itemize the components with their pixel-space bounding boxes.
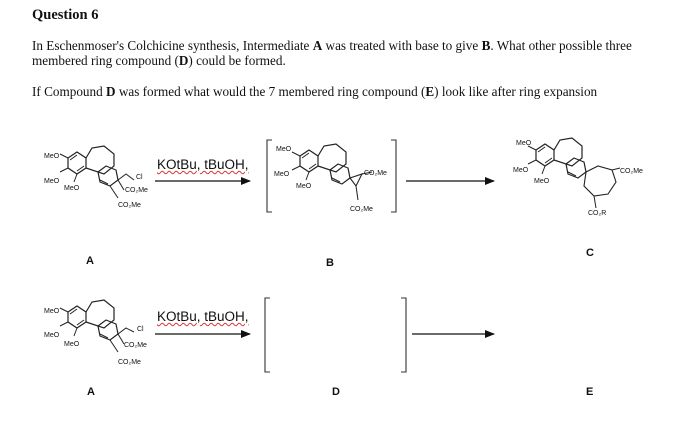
bracket-d-left: [265, 298, 270, 372]
reagent-bottom-text: KOtBu, tBuOH,: [157, 309, 249, 324]
a-top-meo-2: MeO: [44, 178, 60, 185]
c-meo-2: MeO: [513, 167, 529, 174]
para1-bold-a: A: [312, 38, 323, 53]
para2-text-a: If Compound: [32, 84, 106, 99]
c-co2r: CO₂R: [588, 210, 607, 217]
c-meo-1: MeO: [516, 140, 532, 147]
label-compound-e: E: [586, 386, 594, 398]
a-bottom-meo-2: MeO: [44, 332, 60, 339]
para1-bold-b: B: [481, 38, 491, 53]
a-top-meo-1: MeO: [44, 153, 60, 160]
b-meo-1: MeO: [276, 146, 292, 153]
a-bottom-meo-3: MeO: [64, 341, 80, 348]
a-top-cl: Cl: [136, 174, 143, 181]
para1-text-a: In Eschenmoser's Colchicine synthesis, Intermediate: [32, 38, 313, 53]
label-compound-d: D: [332, 386, 340, 398]
question-title: Question 6: [32, 7, 99, 23]
b-co2me-1: CO₂Me: [364, 170, 387, 177]
para1-text-b: was treated with base to give: [322, 38, 482, 53]
para1-text-d: ) could be formed.: [188, 53, 286, 68]
b-meo-3: MeO: [296, 183, 312, 190]
bracket-d-right: [401, 298, 406, 372]
compound-b-structure: [292, 144, 372, 200]
bracket-b-right: [391, 140, 396, 212]
c-meo-3: MeO: [534, 178, 550, 185]
c-co2me: CO₂Me: [620, 168, 643, 175]
label-compound-b: B: [326, 257, 334, 269]
a-bottom-co2me-1: CO₂Me: [124, 342, 147, 349]
a-top-co2me-1: CO₂Me: [125, 187, 148, 194]
a-bottom-cl: Cl: [137, 326, 144, 333]
label-compound-a-bottom: A: [87, 386, 95, 398]
compound-c-structure: [528, 138, 620, 208]
para1-text-c: . What other possible three membered ring compound (: [32, 38, 632, 68]
a-bottom-meo-1: MeO: [44, 308, 60, 315]
a-bottom-co2me-2: CO₂Me: [118, 359, 141, 366]
para2-text-b: was formed what would the 7 membered ring compound (: [115, 84, 426, 99]
reagent-top-text: KOtBu, tBuOH,: [157, 157, 249, 172]
a-top-meo-3: MeO: [64, 185, 80, 192]
para2-bold-e: E: [425, 84, 435, 99]
bracket-b-left: [267, 140, 272, 212]
para2-bold-d: D: [106, 84, 116, 99]
b-co2me-2: CO₂Me: [350, 206, 373, 213]
label-compound-a-top: A: [86, 255, 94, 267]
a-top-co2me-2: CO₂Me: [118, 202, 141, 209]
para2-text-c: ) look like after ring expansion: [434, 84, 598, 99]
label-compound-c: C: [586, 247, 594, 259]
b-meo-2: MeO: [274, 171, 290, 178]
para1-bold-d: D: [178, 53, 189, 68]
